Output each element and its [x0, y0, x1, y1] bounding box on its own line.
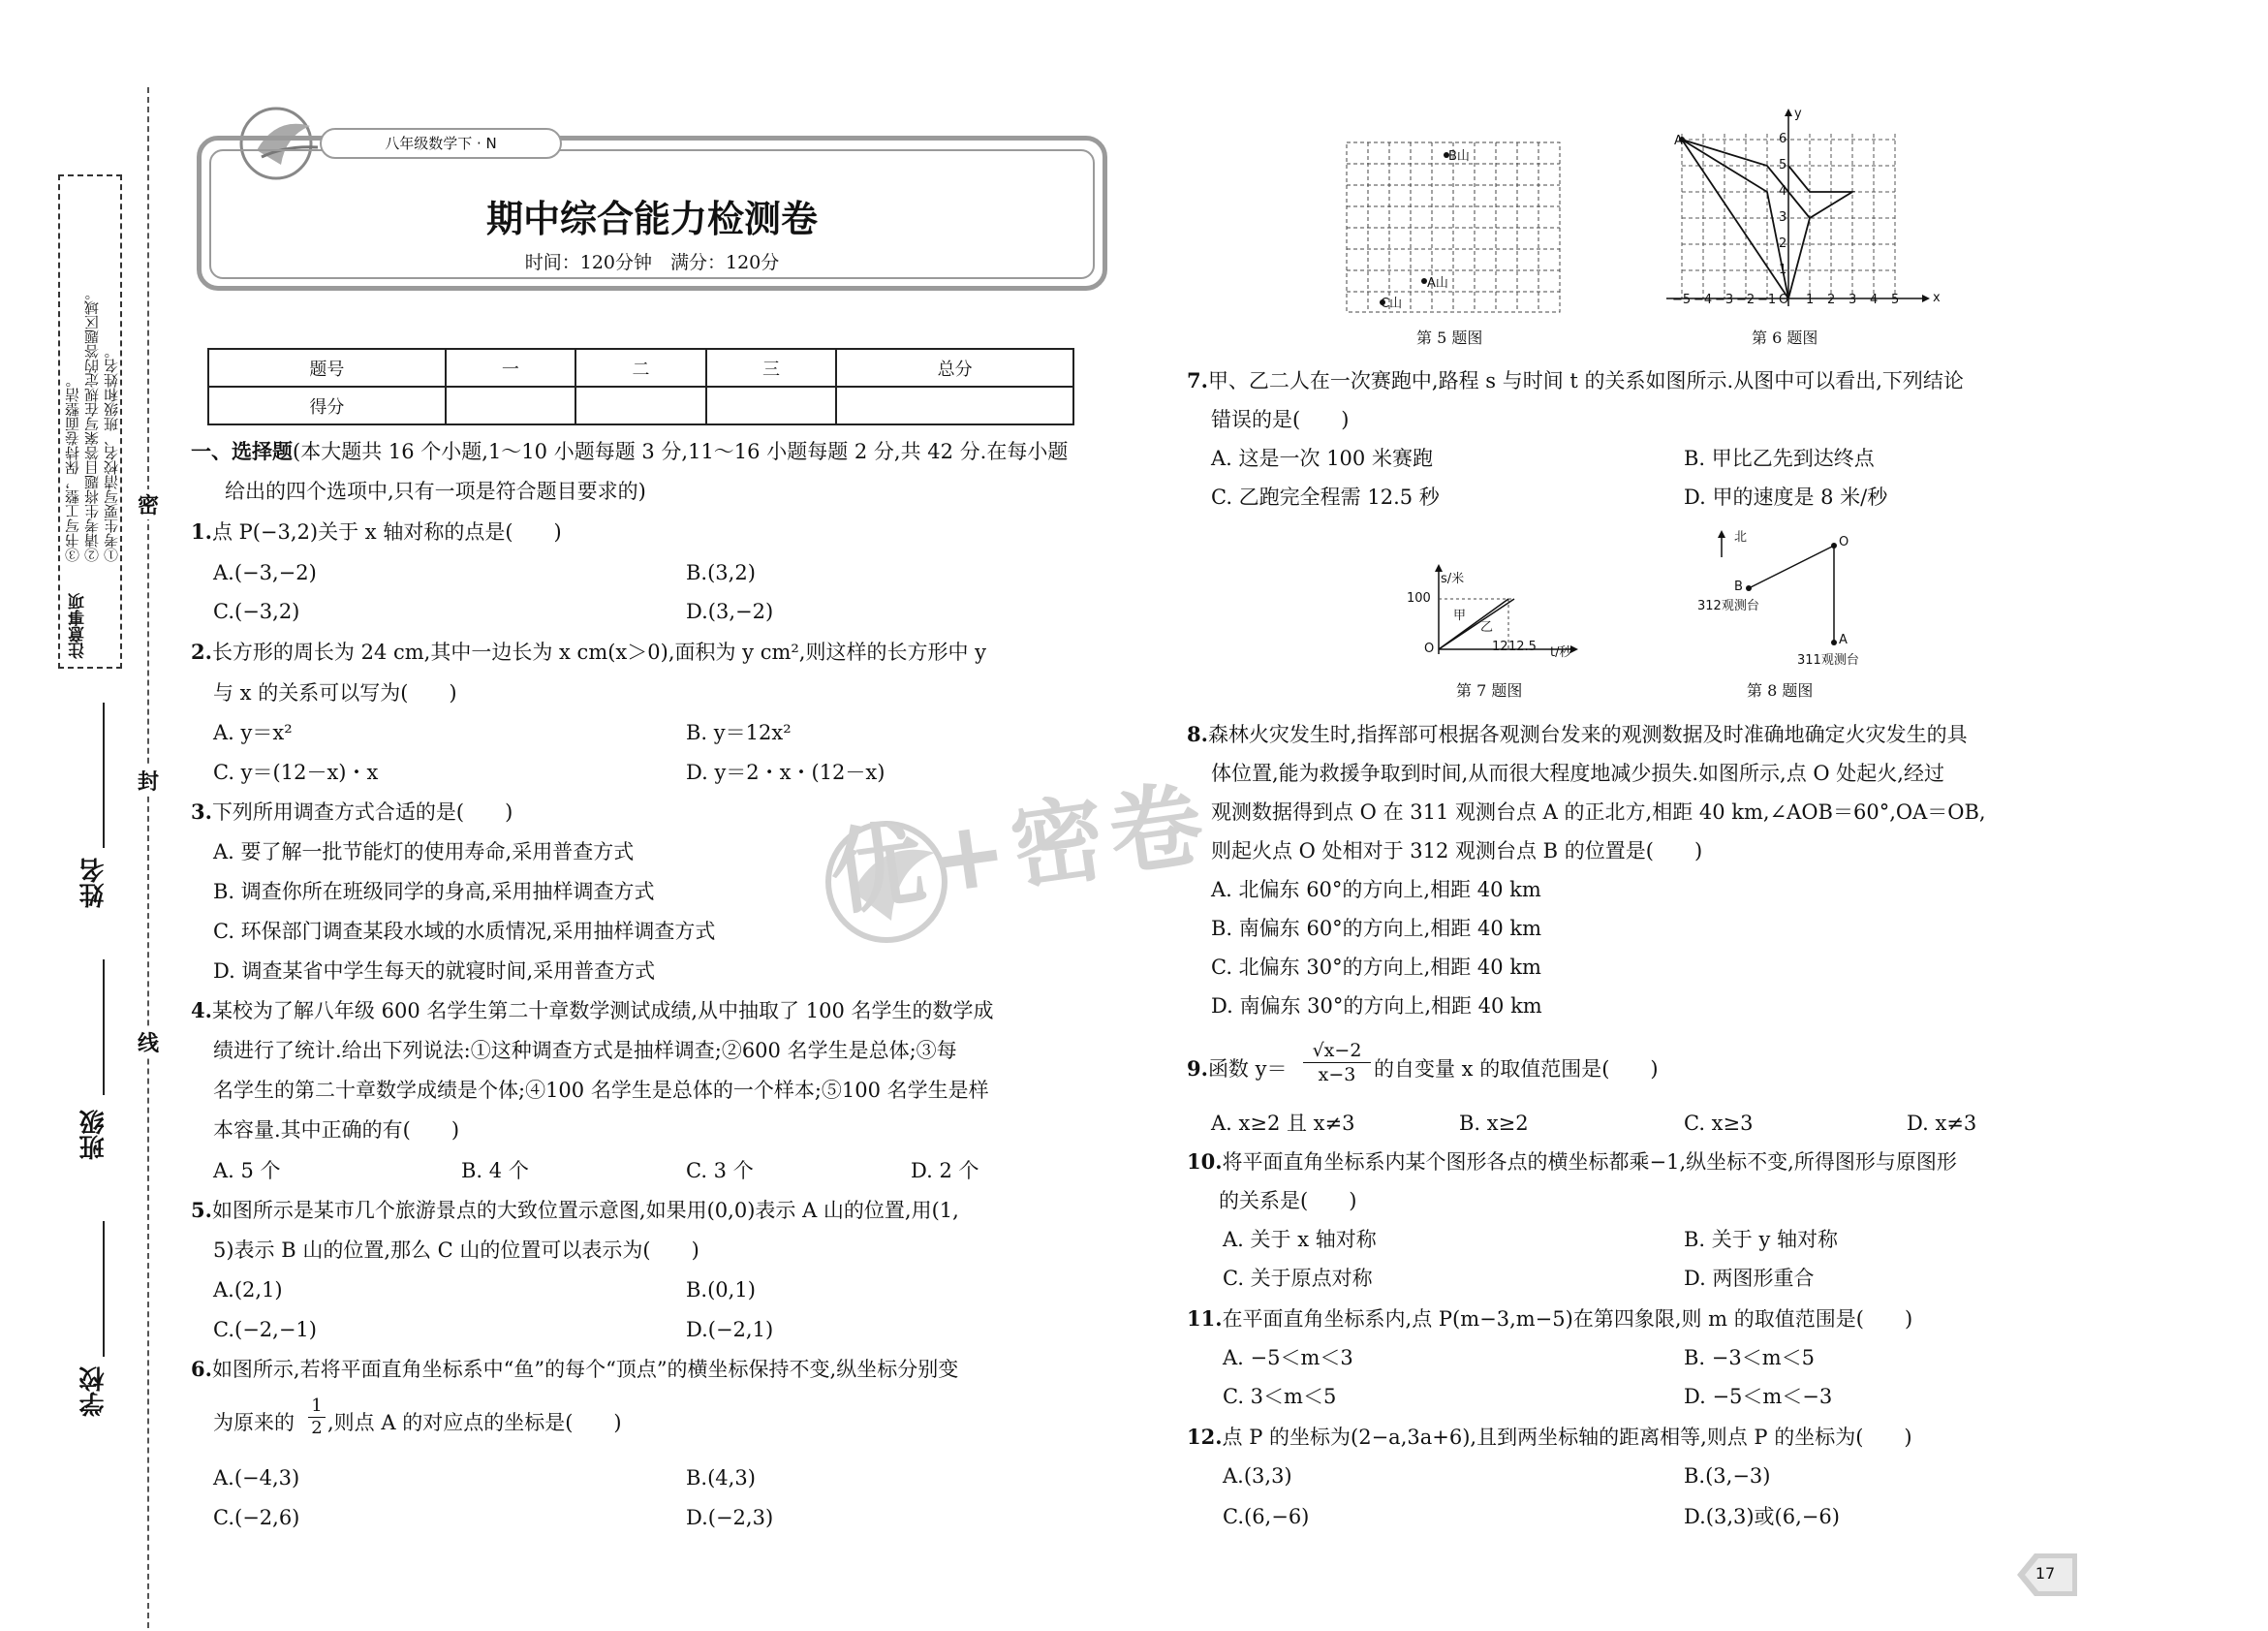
question-9 — [1187, 1056, 1287, 1082]
question-3 — [191, 800, 513, 825]
score-input-cell[interactable] — [706, 387, 837, 424]
fig6-y-label: y — [1794, 107, 1802, 121]
q1-option-a: A.(−3,−2) — [213, 561, 317, 584]
fig6-xtick: −3 — [1715, 293, 1734, 307]
question-12 — [1187, 1425, 1912, 1450]
q4-number: 4. — [191, 998, 212, 1022]
fig5-c-mountain: C山 — [1381, 297, 1403, 311]
table-cell: 得分 — [208, 387, 446, 424]
question-10 — [1187, 1149, 1957, 1175]
seal-char-mi: 密 — [137, 489, 160, 519]
fig6-xtick: −5 — [1672, 293, 1692, 307]
q4-option-c: C. 3 个 — [686, 1159, 754, 1182]
fig5-caption: 第 5 题图 — [1416, 329, 1483, 347]
q3-option-b: B. 调查你所在班级同学的身高,采用抽样调查方式 — [213, 880, 655, 903]
q1-option-b: B.(3,2) — [686, 561, 756, 584]
question-2 — [191, 640, 986, 665]
q9-number: 9. — [1187, 1056, 1208, 1081]
q8-option-b: B. 南偏东 60°的方向上,相距 40 km — [1211, 917, 1542, 940]
question-7 — [1187, 368, 1964, 393]
school-field-label: 学校 — [79, 1366, 109, 1417]
q3-text: 下列所用调查方式合适的是( ) — [211, 800, 513, 824]
watermark-text: 优+密卷 — [823, 768, 1216, 929]
figure-5-grid — [1342, 138, 1565, 317]
q9-option-d: D. x≠3 — [1907, 1112, 1977, 1135]
q4-line-3: 名学生的第二十章数学成绩是个体;④100 名学生是总体的一个样本;⑤100 名学生是样 — [213, 1079, 989, 1102]
q7-line-2: 错误的是( ) — [1211, 408, 1350, 431]
q3-option-a: A. 要了解一批节能灯的使用寿命,采用普查方式 — [213, 840, 635, 863]
fig6-x-label: x — [1933, 291, 1941, 305]
grade-tab: 八年级数学下 · N — [320, 128, 562, 159]
q4-line-1: 某校为了解八年级 600 名学生第二十章数学测试成绩,从中抽取了 100 名学生的数学成 — [211, 999, 994, 1022]
fig6-xtick: 3 — [1849, 293, 1857, 307]
question-11 — [1187, 1306, 1912, 1332]
q10-option-a: A. 关于 x 轴对称 — [1223, 1228, 1377, 1251]
fig6-ytick: 3 — [1779, 210, 1787, 225]
q7-option-c: C. 乙跑完全程需 12.5 秒 — [1211, 486, 1440, 509]
score-table — [207, 348, 1074, 425]
q9-option-b: B. x≥2 — [1459, 1112, 1529, 1135]
fig6-y-ticks — [1779, 105, 1792, 298]
score-input-cell[interactable] — [575, 387, 706, 424]
q12-text: 点 P 的坐标为(2−a,3a+6),且到两坐标轴的距离相等,则点 P 的坐标为( ) — [1222, 1426, 1912, 1449]
q7-option-b: B. 甲比乙先到达终点 — [1684, 447, 1875, 470]
q9-pre: 函数 y＝ — [1207, 1057, 1288, 1081]
q4-line-4: 本容量.其中正确的有( ) — [213, 1118, 460, 1142]
q9-option-a: A. x≥2 且 x≠3 — [1211, 1112, 1355, 1135]
table-cell: 二 — [575, 349, 706, 387]
q5-option-a: A.(2,1) — [213, 1278, 283, 1302]
q6-line-2b: ,则点 A 的对应点的坐标是( ) — [327, 1411, 622, 1434]
notice-title: 注意事项 — [69, 593, 88, 659]
fig7-y100: 100 — [1407, 591, 1431, 606]
table-cell: 总分 — [836, 349, 1073, 387]
q9-post: 的自变量 x 的取值范围是( ) — [1374, 1057, 1659, 1081]
q12-number: 12. — [1187, 1425, 1223, 1449]
fig6-ytick: 2 — [1779, 236, 1787, 251]
q8-line-4: 则起火点 O 处相对于 312 观测台点 B 的位置是( ) — [1211, 839, 1703, 863]
fig6-xtick: −1 — [1757, 293, 1777, 307]
fig8-point-o: O — [1839, 535, 1849, 549]
fig7-yi-label: 乙 — [1480, 620, 1494, 635]
q6-option-d: D.(−2,3) — [686, 1506, 774, 1529]
fig5-b-mountain: B山 — [1448, 149, 1470, 164]
figure-8-diagram — [1710, 528, 1855, 659]
figure-6-fish — [1659, 105, 1949, 316]
q7-number: 7. — [1187, 368, 1208, 392]
q3-option-c: C. 环保部门调查某段水域的水质情况,采用抽样调查方式 — [213, 920, 716, 943]
q12-option-d: D.(3,3)或(6,−6) — [1684, 1505, 1840, 1528]
q2-line-1: 长方形的周长为 24 cm,其中一边长为 x cm(x＞0),面积为 y cm²,则这样的长方形中 y — [211, 641, 987, 664]
q9-option-c: C. x≥3 — [1684, 1112, 1754, 1135]
q10-line-1: 将平面直角坐标系内某个图形各点的横坐标都乘−1,纵坐标不变,所得图形与原图形 — [1222, 1150, 1957, 1174]
fig8-point-b: B — [1734, 580, 1743, 594]
q9-frac-den: x−3 — [1318, 1064, 1356, 1085]
q2-option-a: A. y＝x² — [213, 721, 293, 744]
q9-frac-num: √x−2 — [1303, 1039, 1371, 1063]
table-row — [208, 349, 1073, 387]
q5-number: 5. — [191, 1198, 212, 1222]
q8-line-3: 观测数据得到点 O 在 311 观测台点 A 的正北方,相距 40 km,∠AOB＝60°,OA＝OB, — [1211, 800, 1986, 824]
q10-option-b: B. 关于 y 轴对称 — [1684, 1228, 1838, 1251]
seal-char-xian: 线 — [137, 1027, 160, 1057]
notice-line-3: ③书写工整，保持卷面整洁。 — [64, 373, 81, 562]
fig6-xtick: 5 — [1891, 293, 1900, 307]
q6-fraction — [308, 1396, 326, 1439]
fig7-x12: 12 — [1492, 640, 1508, 654]
fig6-ytick: 6 — [1779, 132, 1787, 146]
q11-option-d: D. −5＜m＜−3 — [1684, 1385, 1833, 1408]
fig8-311-label: 311观测台 — [1797, 653, 1859, 668]
fig5-a-mountain: A山 — [1427, 276, 1448, 291]
fig8-north-label: 北 — [1734, 530, 1748, 545]
seal-char-feng: 封 — [137, 766, 160, 796]
q8-option-d: D. 南偏东 30°的方向上,相距 40 km — [1211, 994, 1542, 1018]
exam-info: 时间：120分钟 满分：120分 — [524, 252, 780, 273]
q1-number: 1. — [191, 519, 212, 544]
section-desc-2: 给出的四个选项中,只有一项是符合题目要求的) — [225, 480, 646, 503]
fig7-x-label: t/秒 — [1550, 645, 1572, 660]
page-title: 期中综合能力检测卷 — [485, 198, 818, 240]
q10-option-c: C. 关于原点对称 — [1223, 1267, 1373, 1290]
q6-option-b: B.(4,3) — [686, 1466, 756, 1490]
q7-option-d: D. 甲的速度是 8 米/秒 — [1684, 486, 1888, 509]
fig7-caption: 第 7 题图 — [1456, 681, 1523, 700]
fig8-caption: 第 8 题图 — [1747, 681, 1814, 700]
q2-option-b: B. y＝12x² — [686, 721, 792, 744]
section-heading-line — [191, 439, 1068, 464]
q12-option-c: C.(6,−6) — [1223, 1505, 1310, 1528]
fig7-x12-5: 12.5 — [1508, 640, 1537, 654]
fig6-xtick: 4 — [1870, 293, 1879, 307]
fig6-x-ticks — [1672, 293, 1934, 310]
q1-text: 点 P(−3,2)关于 x 轴对称的点是( ) — [211, 520, 562, 544]
q8-line-2: 体位置,能为救援争取到时间,从而很大程度地减少损失.如图所示,点 O 处起火,经过 — [1211, 762, 1944, 785]
q2-option-d: D. y＝2・x・(12－x) — [686, 761, 885, 784]
class-field-label: 班级 — [79, 1110, 109, 1160]
fig6-ytick: 4 — [1779, 184, 1787, 199]
q5-option-d: D.(−2,1) — [686, 1318, 774, 1341]
score-input-cell[interactable] — [836, 387, 1073, 424]
question-4 — [191, 998, 993, 1023]
q2-number: 2. — [191, 640, 212, 664]
q6-line-2: 为原来的 — [213, 1411, 295, 1434]
q5-line-2: 5)表示 B 山的位置,那么 C 山的位置可以表示为( ) — [213, 1239, 699, 1262]
q6-option-c: C.(−2,6) — [213, 1506, 300, 1529]
fig6-xtick: 2 — [1827, 293, 1836, 307]
q11-number: 11. — [1187, 1306, 1223, 1331]
q1-option-c: C.(−3,2) — [213, 600, 300, 623]
question-1 — [191, 519, 562, 545]
question-5 — [191, 1198, 959, 1223]
q11-option-a: A. −5＜m＜3 — [1223, 1346, 1353, 1369]
q2-option-c: C. y＝(12－x)・x — [213, 761, 379, 784]
q5-line-1: 如图所示是某市几个旅游景点的大致位置示意图,如果用(0,0)表示 A 山的位置,用(1, — [211, 1199, 959, 1222]
q4-line-2: 绩进行了统计.给出下列说法:①这种调查方式是抽样调查;②600 名学生是总体;③每 — [213, 1039, 957, 1062]
table-cell: 三 — [706, 349, 837, 387]
q6-frac-den: 2 — [311, 1418, 323, 1438]
fig7-y-label: s/米 — [1441, 572, 1465, 586]
q8-option-a: A. 北偏东 60°的方向上,相距 40 km — [1211, 878, 1541, 901]
table-cell: 题号 — [208, 349, 446, 387]
q8-number: 8. — [1187, 722, 1208, 746]
section-heading: 一、选择题 — [191, 440, 293, 463]
q12-option-a: A.(3,3) — [1223, 1464, 1292, 1488]
section-desc-1: (本大题共 16 个小题,1～10 小题每题 3 分,11～16 小题每题 2 分,共 42 分.在每小题 — [293, 440, 1069, 463]
fig6-xtick: −2 — [1736, 293, 1755, 307]
score-input-cell[interactable] — [446, 387, 576, 424]
q4-option-b: B. 4 个 — [461, 1159, 529, 1182]
q2-line-2: 与 x 的关系可以写为( ) — [213, 681, 457, 705]
q6-line-1: 如图所示,若将平面直角坐标系中“鱼”的每个“顶点”的横坐标保持不变,纵坐标分别变 — [211, 1358, 959, 1381]
q11-option-c: C. 3＜m＜5 — [1223, 1385, 1337, 1408]
fig7-origin: O — [1424, 642, 1435, 656]
q5-option-c: C.(−2,−1) — [213, 1318, 317, 1341]
table-cell: 一 — [446, 349, 576, 387]
q3-number: 3. — [191, 800, 212, 824]
q7-line-1: 甲、乙二人在一次赛跑中,路程 s 与时间 t 的关系如图所示.从图中可以看出,下列结论 — [1207, 369, 1964, 392]
page-number: 17 — [2035, 1564, 2056, 1583]
q3-option-d: D. 调查某省中学生每天的就寝时间,采用普查方式 — [213, 959, 656, 983]
q6-frac-num: 1 — [308, 1396, 326, 1418]
q10-number: 10. — [1187, 1149, 1223, 1174]
fig6-ytick: 1 — [1779, 263, 1787, 277]
q6-number: 6. — [191, 1357, 212, 1381]
q4-option-d: D. 2 个 — [911, 1159, 979, 1182]
q4-option-a: A. 5 个 — [213, 1159, 281, 1182]
class-field-line[interactable] — [103, 959, 105, 1095]
table-row — [208, 387, 1073, 424]
fig7-jia-label: 甲 — [1453, 609, 1467, 623]
name-field-label: 姓名 — [79, 858, 109, 908]
q5-option-b: B.(0,1) — [686, 1278, 756, 1302]
fig6-caption: 第 6 题图 — [1752, 329, 1818, 347]
q7-option-a: A. 这是一次 100 米赛跑 — [1211, 447, 1433, 470]
notice-line-2: ②请考生将题目答案写在规定的答题区域。 — [83, 286, 101, 562]
q10-line-2: 的关系是( ) — [1219, 1189, 1357, 1212]
fig8-312-label: 312观测台 — [1697, 599, 1759, 613]
q9-fraction — [1303, 1039, 1371, 1086]
fig6-ytick: 5 — [1779, 158, 1787, 173]
q12-option-b: B.(3,−3) — [1684, 1464, 1771, 1488]
q1-option-d: D.(3,−2) — [686, 600, 774, 623]
seal-line — [147, 87, 149, 1628]
q11-text: 在平面直角坐标系内,点 P(m−3,m−5)在第四象限,则 m 的取值范围是( ) — [1222, 1307, 1913, 1331]
name-field-line[interactable] — [103, 703, 105, 848]
question-6 — [191, 1357, 958, 1382]
q8-line-1: 森林火灾发生时,指挥部可根据各观测台发来的观测数据及时准确地确定火灾发生的具 — [1207, 723, 1968, 746]
fig6-origin: O — [1779, 293, 1789, 307]
notice-line-1: ①考生要写清校名、班级和姓名。 — [103, 344, 120, 562]
q10-option-d: D. 两图形重合 — [1684, 1267, 1815, 1290]
q8-option-c: C. 北偏东 30°的方向上,相距 40 km — [1211, 956, 1541, 979]
school-field-line[interactable] — [103, 1221, 105, 1357]
fig6-xtick: 1 — [1806, 293, 1815, 307]
q6-option-a: A.(−4,3) — [213, 1466, 300, 1490]
fig8-point-a: A — [1839, 633, 1848, 647]
q11-option-b: B. −3＜m＜5 — [1684, 1346, 1816, 1369]
question-8 — [1187, 722, 1968, 747]
fig6-point-a: A — [1674, 134, 1683, 148]
fig6-xtick: −4 — [1693, 293, 1713, 307]
